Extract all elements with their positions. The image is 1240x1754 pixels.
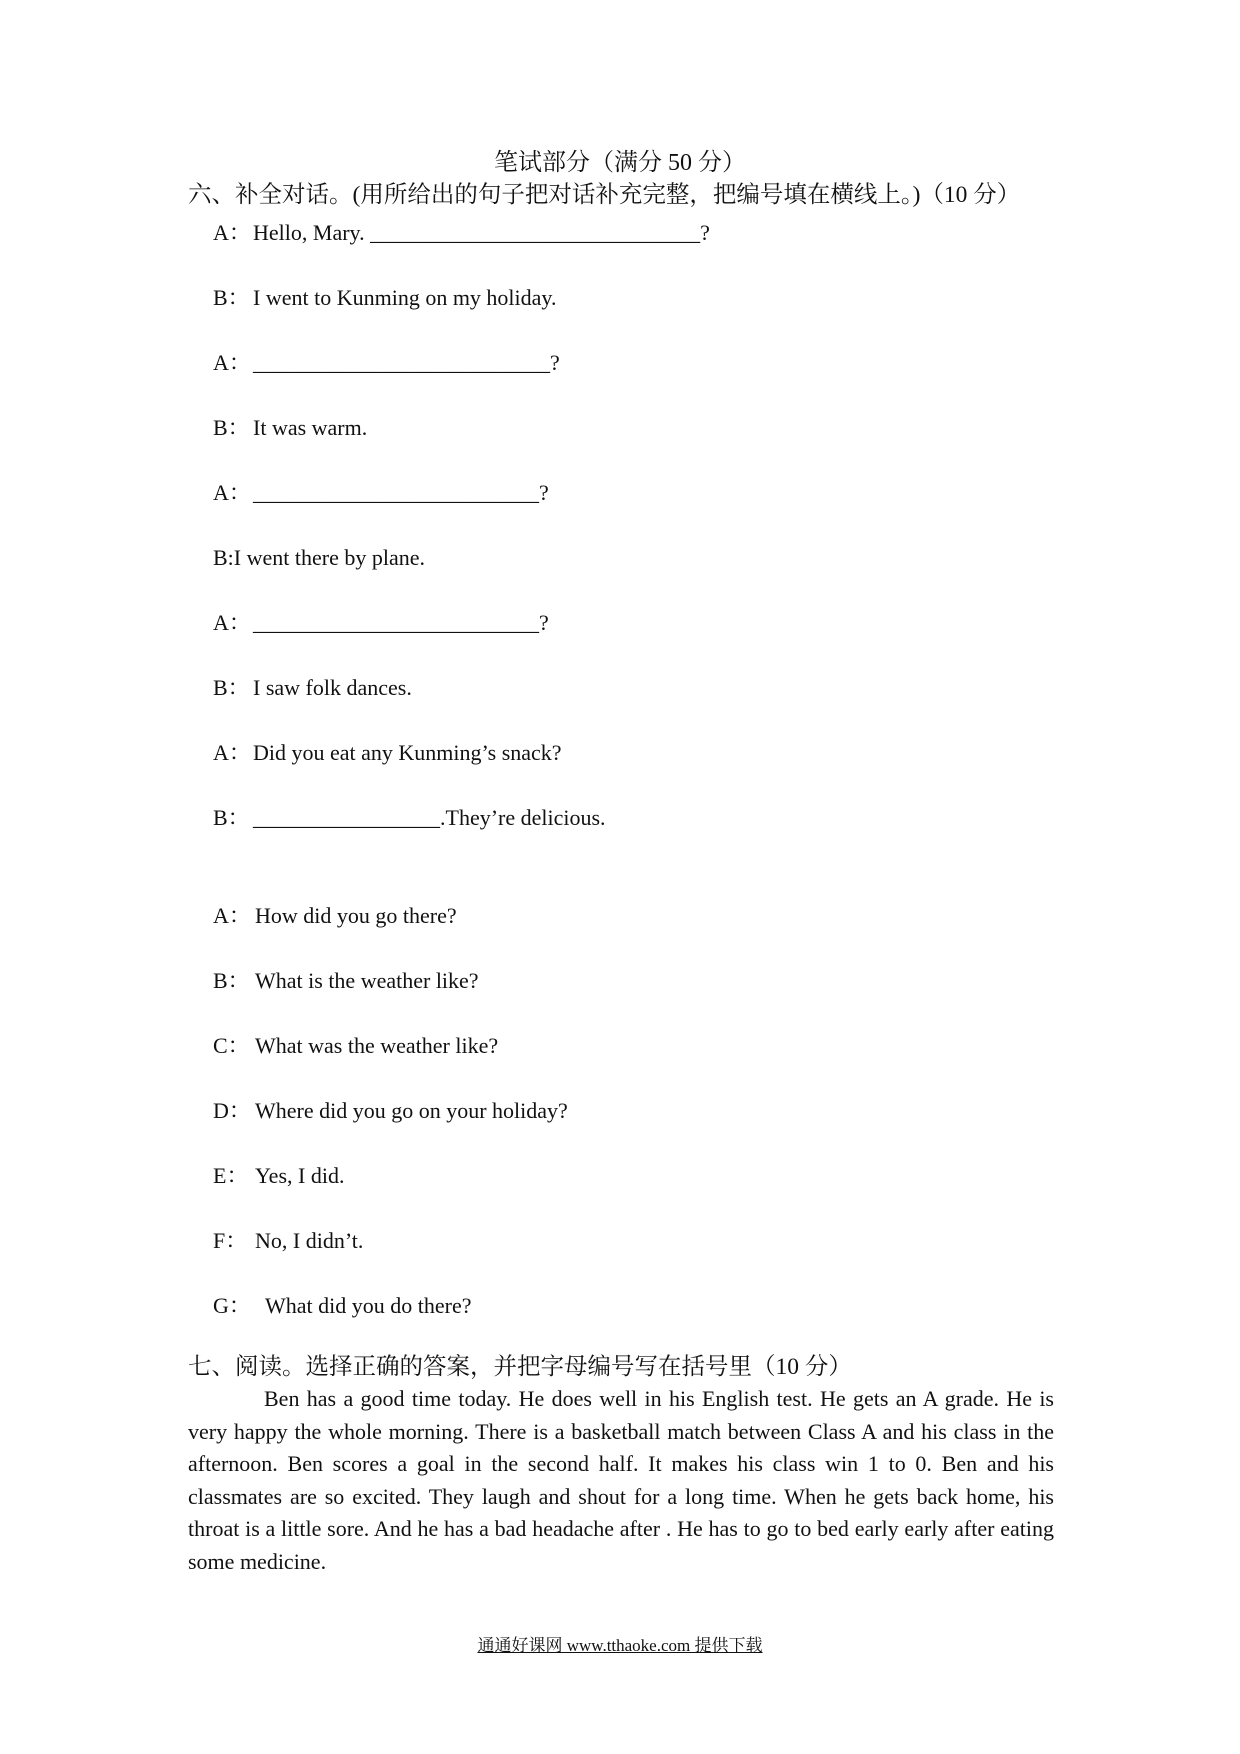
option-item: F： No, I didn’t. (213, 1228, 364, 1253)
dialogue-line: A：Did you eat any Kunming’s snack? (213, 740, 562, 765)
dialogue-line: B： It was warm. (213, 415, 368, 440)
option-item: E： Yes, I did. (213, 1163, 345, 1188)
option-item: D： Where did you go on your holiday? (213, 1098, 568, 1123)
option-item: A： How did you go there? (213, 903, 457, 928)
dialogue-line: B： I went to Kunming on my holiday. (213, 285, 557, 310)
section-seven-heading: 七、阅读。选择正确的答案，并把字母编号写在括号里（10 分） (188, 1354, 852, 1380)
dialogue-line: A：___________________________? (213, 350, 560, 375)
reading-passage: Ben has a good time today. He does well in his English test. He gets an A grade. He is very happy the whole morning. There is a basketball match between Class A and his class in the afternoon. Ben scores a goal in the second half. It makes his class win 1 to 0. Ben and his classmates are so excited. They laugh and shout for a long time. When he gets back home, his throat is a little sore. And he has a bad headache after . He has to go to bed early early after eating some medicine. (188, 1386, 1054, 1574)
dialogue-line: A：__________________________? (213, 610, 549, 635)
dialogue-line: B： I saw folk dances. (213, 675, 412, 700)
dialogue-line: B： _________________.They’re delicious. (213, 805, 606, 830)
dialogue-line: B:I went there by plane. (213, 545, 425, 570)
dialogue-line: A：__________________________? (213, 480, 549, 505)
option-item: G： What did you do there? (213, 1293, 472, 1318)
option-item: B： What is the weather like? (213, 968, 479, 993)
page-title: 笔试部分（满分 50 分） (494, 150, 746, 176)
option-item: C： What was the weather like? (213, 1033, 499, 1058)
page-footer: 通通好课网 www.tthaoke.com 提供下载 (477, 1636, 763, 1655)
dialogue-line: A：Hello, Mary. ______________________________? (213, 220, 710, 245)
section-six-heading: 六、补全对话。(用所给出的句子把对话补充完整，把编号填在横线上。)（10 分） (188, 182, 1021, 208)
